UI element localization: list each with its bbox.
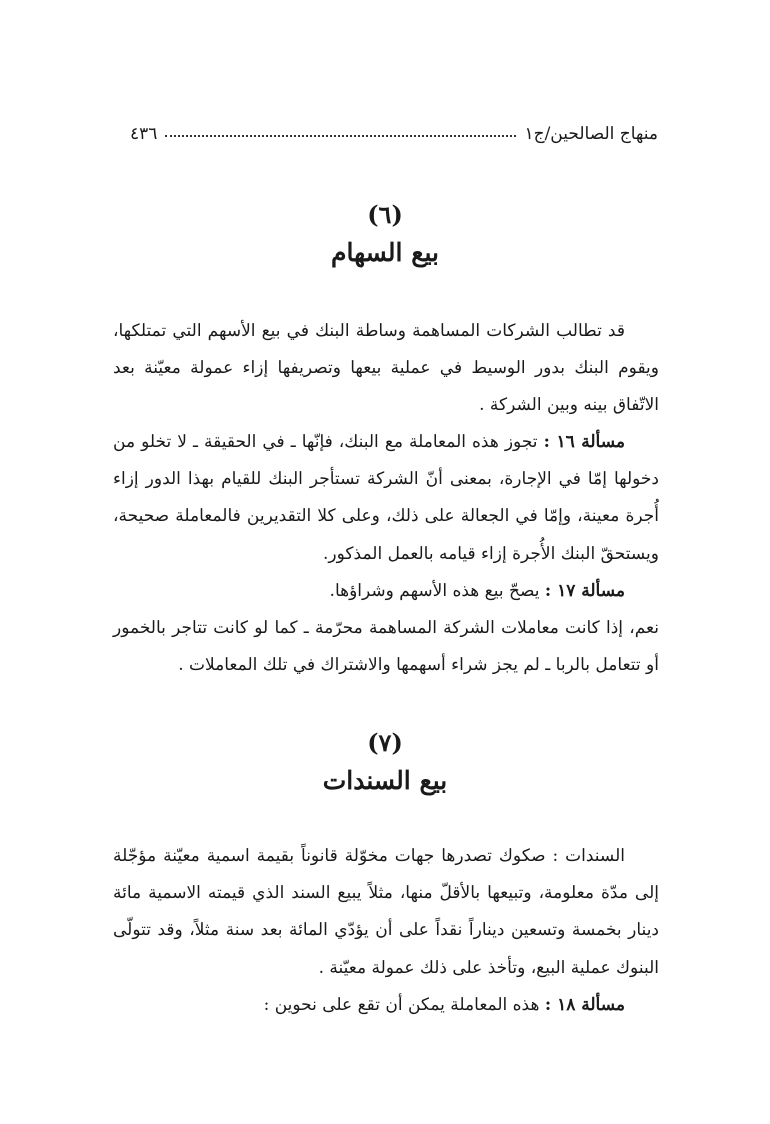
issue-label: مسألة ١٨ :: [544, 995, 625, 1015]
dotted-leader: [165, 135, 516, 137]
running-head: [130, 110, 658, 144]
issue-label: مسألة ١٧ :: [544, 581, 625, 601]
definition-paragraph: [113, 838, 659, 987]
section-number: (٧): [367, 728, 403, 757]
issue-text: يصحّ بيع هذه الأسهم وشراؤها.: [329, 581, 540, 601]
definition-label: السندات :: [552, 846, 625, 866]
page-number: ٤٣٦: [130, 124, 158, 144]
section-title: بيع السندات: [322, 766, 448, 795]
paragraph: قد تطالب الشركات المساهمة وساطة البنك في بيع الأسهم التي تمتلكها، ويقوم البنك بدور الوسيط في عملية بيعها وتصريفها إزاء عمولة معيّنة بعد الاتّفاق بينه وبين الشركة .: [113, 321, 659, 416]
issue-text: هذه المعاملة يمكن أن تقع على نحوين :: [263, 995, 540, 1015]
issue-paragraph: [113, 987, 659, 1024]
issue-paragraph: [113, 573, 659, 610]
issue-label: مسألة ١٦ :: [543, 432, 626, 452]
issue-text: تجوز هذه المعاملة مع البنك، فإنّها ـ في الحقيقة ـ لا تخلو من دخولها إمّا في الإجارة، بمعنى أنّ الشركة تستأجر البنك للقيام بهذا الدور إزاء أُجرة معينة، وإمّا في الجعالة على ذلك، وعلى كلا التقديرين فالمعاملة صحيحة، ويستحقّ البنك الأُجرة إزاء قيامه بالعمل المذكور.: [113, 432, 659, 564]
issue-paragraph: [113, 424, 659, 573]
section-number: (٦): [367, 200, 403, 229]
section-title: بيع السهام: [331, 238, 439, 267]
book-title: منهاج الصالحين/ج١: [524, 124, 658, 144]
paragraph: نعم، إذا كانت معاملات الشركة المساهمة محرّمة ـ كما لو كانت تتاجر بالخمور أو تتعامل بالربا ـ لم يجز شراء أسهمها والاشتراك في تلك المعاملات .: [113, 618, 659, 676]
definition-text: صكوك تصدرها جهات مخوّلة قانوناً بقيمة اسمية معيّنة مؤجّلة إلى مدّة معلومة، وتبيعها بالأقلّ منها، مثلاً يبيع السند الذي قيمته الاسمية مائة دينار بخمسة وتسعين ديناراً نقداً على أن يؤدّي المائة بعد سنة مثلاً، وقد تتولّى البنوك عملية البيع، وتأخذ على ذلك عمولة معيّنة .: [113, 846, 659, 978]
